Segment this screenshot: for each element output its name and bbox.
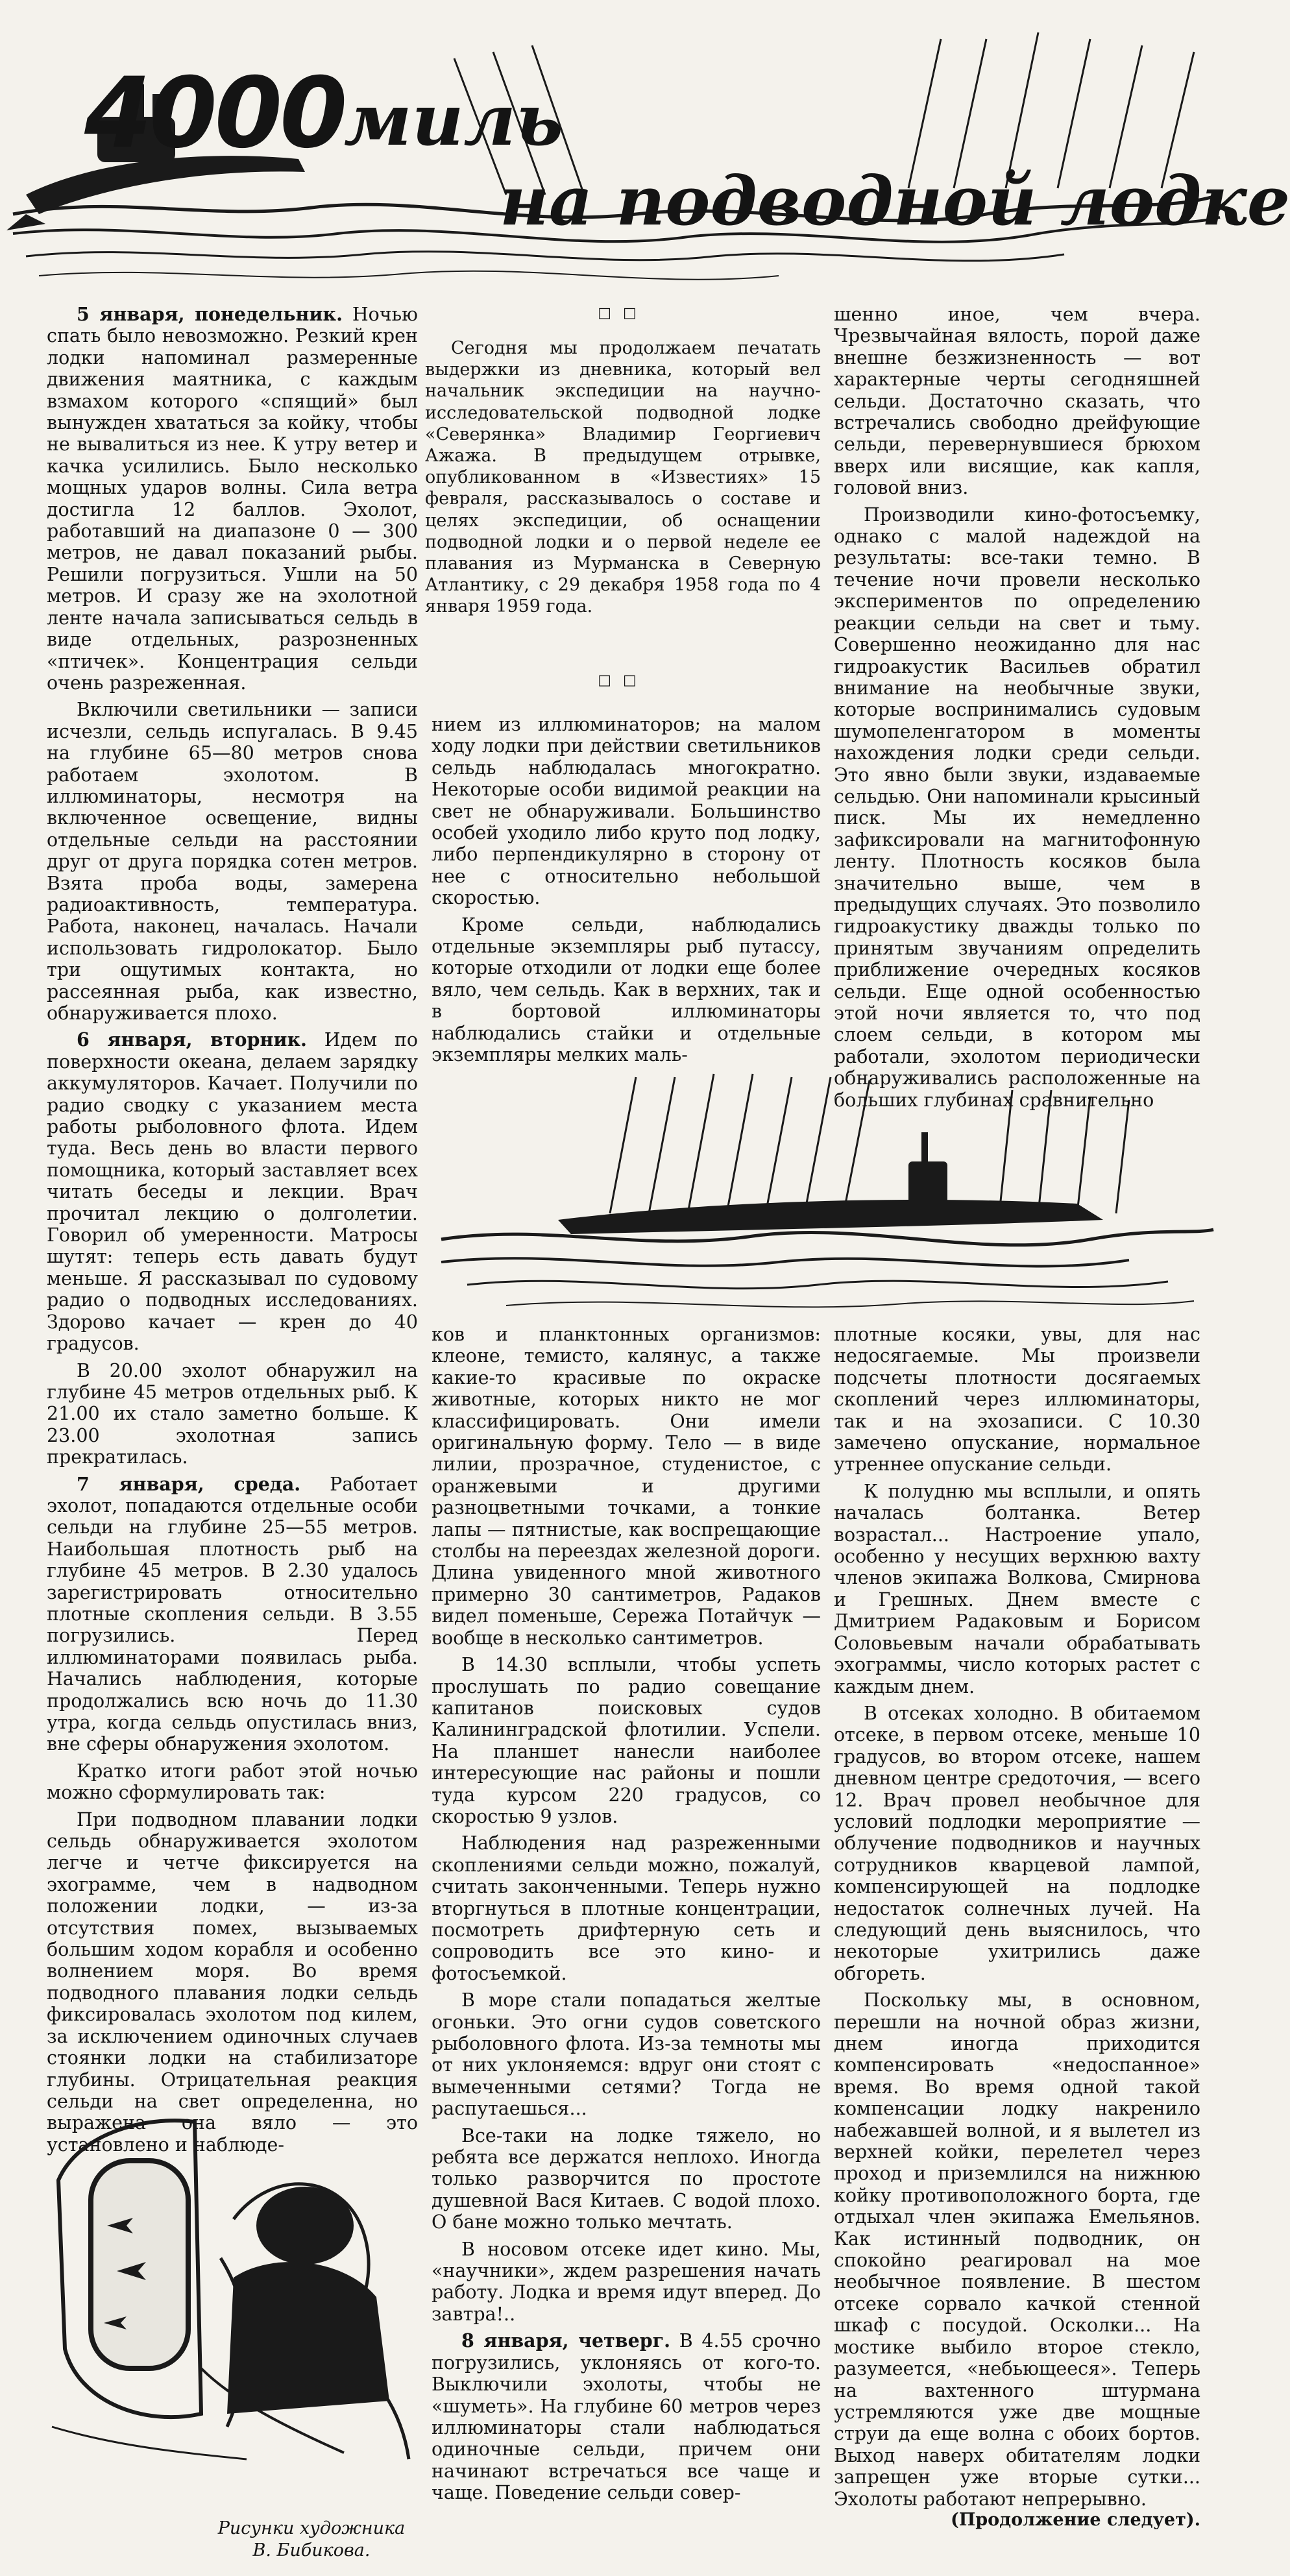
- date-jan-5: 5 января, понедельник.: [77, 303, 343, 325]
- paragraph: В 20.00 эхолот обнаружил на глубине 45 метров отдельных рыб. К 21.00 их стало заметно больше. К 23.00 эхолотная запись прекратилась.: [47, 1359, 418, 1468]
- paragraph: В отсеках холодно. В обитаемом отсеке, в первом отсеке, меньше 10 градусов, во втором отсеке, нашем дневном центре средоточия, — всего 12. Врач провел необычное для условий подлодки мероприятие — облучение подводников и научных сотрудников кварцевой лампой, компенсирующей на подлодке недостаток солнечных лучей. На следующий день выяснилось, что некоторые ухитрились даже обгореть.: [834, 1702, 1200, 1984]
- paragraph: В носовом отсеке идет кино. Мы, «научники», ждем разрешения начать работу. Лодка и время идут вперед. До завтра!..: [432, 2238, 821, 2325]
- paragraph: Наблюдения над разреженными скоплениями сельди можно, пожалуй, считать законченными. Теперь нужно вторгнуться в плотные концентрации, посмотреть дрифтерную сеть и сопроводить все это кино- и фотосъемкой.: [432, 1832, 821, 1984]
- paragraph: Кратко итоги работ этой ночью можно сформулировать так:: [47, 1760, 418, 1804]
- entry-jan-8: 8 января, четверг. В 4.55 срочно погрузились, уклоняясь от кого-то. Выключили эхолоты, чтобы не «шуметь». На глубине 60 метров через иллюминаторы стали наблюдаться одиночные сельди, причем они начинают встречаться все чаще и чаще. Поведение сельди совер-: [432, 2329, 821, 2504]
- title-number: 4000: [84, 57, 345, 170]
- illustration-caption: Рисунки художника В. Бибикова.: [217, 2518, 406, 2560]
- intro-ornament-top: □□: [598, 305, 648, 321]
- paragraph: Поскольку мы, в основном, перешли на ночной образ жизни, днем иногда приходится компенсировать «недоспанное» время. Во время одной такой компенсации лодку накренило набежавшей волной, и я вылетел из верхней койки, перелетел через проход и приземлился на нижнюю койку противоположного борта, где отдыхал член экипажа Емельянов. Как истинный подводник, он спокойно реагировал на мое необычное появление. В шестом отсеке сорвало качкой стенной шкаф с посудой. Осколки... На мостике выбило второе стекло, разумеется, «небьющееся». Теперь на вахтенного штурмана устремляются уже две мощные струи да еще волна с обоих бортов. Выход наверх обитателям лодки запрещен уже вторые сутки... Эхолоты работают непрерывно.: [834, 1989, 1200, 2510]
- date-jan-8: 8 января, четверг.: [461, 2329, 671, 2352]
- entry-jan-6: 6 января, вторник. Идем по поверхности океана, делаем зарядку аккумуляторов. Качает. Получили по радио сводку с указанием места работы рыболовного флота. Идем туда. Весь день во власти первого помощника, который заставляет всех читать беседы и лекции. Врач прочитал лекцию о долголетии. Говорил об умеренности. Матросы шутят: теперь есть давать будут меньше. Я рассказывал по судовому радио о подводных исследованиях. Здорово качает — крен до 40 градусов.: [47, 1028, 419, 1355]
- paragraph: В море стали попадаться желтые огоньки. Это огни судов советского рыболовного флота. Из-за темноты мы от них уклоняемся: вдруг они стоят с вымеченными сетями? Тогда не распутаешься...: [432, 1989, 821, 2120]
- date-jan-6: 6 января, вторник.: [77, 1028, 307, 1051]
- column-3-top: [834, 304, 1200, 1111]
- paragraph: нием из иллюминаторов; на малом ходу лодки при действии светильников сельдь наблюдалась многократно. Некоторые особи видимой реакции на свет не обнаруживали. Большинство особей уходило либо круто под лодку, либо перпендикулярно в сторону от нее с относительно небольшой скоростью.: [432, 714, 821, 909]
- column-1: [47, 303, 419, 2156]
- paragraph: плотные косяки, увы, для нас недосягаемые. Мы произвели подсчеты плотности досягаемых скоплений через иллюминаторы, так и на эхозаписи. С 10.30 замечено опускание, нормальное утреннее опускание сельди.: [834, 1324, 1200, 1476]
- date-jan-7: 7 января, среда.: [77, 1472, 301, 1495]
- paragraph: ков и планктонных организмов: клеоне, темисто, калянус, а также какие-то красивые по окраске животные, которых никто не мог классифицировать. Они имели оригинальную форму. Тело — в виде лилии, прозрачное, студенистое, с оранжевыми и другими разноцветными точками, а тонкие лапы — пятнистые, как воспрещающие столбы на переездах железной дороги. Длина увиденного мной животного примерно 30 сантиметров, Радаков видел поменьше, Сережа Потайчук — вообще в несколько сантиметров.: [432, 1324, 821, 1649]
- entry-jan-7: 7 января, среда. Работает эхолот, попадаются отдельные особи сельди на глубине 25—55 метров. Наибольшая плотность рыб на глубине 45 метров. В 2.30 удалось зарегистрировать относительно плотные скопления сельди. В 3.55 погрузились. Перед иллюминаторами появилась рыба. Начались наблюдения, которые продолжались всю ночь до 11.30 утра, когда сельдь опустилась вниз, вне сферы обнаружения эхолотом.: [47, 1472, 418, 1755]
- intro-note: [425, 337, 821, 670]
- paragraph: К полудню мы всплыли, и опять началась болтанка. Ветер возрастал... Настроение упало, особенно у несущих верхнюю вахту членов экипажа Волкова, Смирнова и Грешных. Днем вместе с Дмитрием Радаковым и Борисом Соловьевым начали обрабатывать эхограммы, число которых растет с каждым днем.: [834, 1480, 1200, 1697]
- porthole-illustration: [39, 2063, 428, 2466]
- continued-note: (Продолжение следует).: [950, 2510, 1200, 2530]
- entry-jan-5: 5 января, понедельник. Ночью спать было невозможно. Резкий крен лодки напоминал размеренные движения маятника, с каждым взмахом которого «спящий» был вынужден хвататься за койку, чтобы не вывалиться из нее. К утру ветер и качка усилились. Было несколько мощных ударов волны. Сила ветра достигла 12 баллов. Эхолот, работавший на диапазоне 0 — 300 метров, не давал показаний рыбы. Решили погрузиться. Ушли на 50 метров. И сразу же на эхолотной ленте начала записываться сельдь в виде отдельных, разрозненных «птичек». Концентрация сельди очень разреженная.: [47, 303, 418, 694]
- paragraph: Производили кино-фотосъемку, однако с малой надеждой на результаты: все-таки темно. В течение ночи провели несколько экспериментов по определению реакции сельди на свет и тьму. Совершенно неожиданно для нас гидроакустик Васильев обратил внимание на необычные звуки, которые воспринимались судовым шумопеленгатором в моменты нахождения лодки среди сельди. Это явно были звуки, издаваемые сельдью. Они напоминали крысиный писк. Мы их немедленно зафиксировали на магнитофонную ленту. Плотность косяков была значительно выше, чем в предыдущих случаях. Это позволило гидроакустику дважды только по принятым звучаниям определить приближение очередных косяков сельди. Еще одной особенностью этой ночи является то, что под слоем сельди, в котором мы работали, эхолотом периодически обнаруживались расположенные на больших глубинах сравнительно: [834, 504, 1200, 1111]
- paragraph: шенно иное, чем вчера. Чрезвычайная вялость, порой даже внешне безжизненность — вот характерные черты сегодняшней сельди. Достаточно сказать, что встречались свободно дрейфующие сельди, перевернувшиеся брюхом вверх или висящие, как капля, головой вниз.: [834, 304, 1200, 499]
- paragraph: Кроме сельди, наблюдались отдельные экземпляры рыб путассу, которые отходили от лодки еще более вяло, чем сельдь. Как в верхних, так и в бортовой иллюминаторы наблюдались стайки и отдельные экземпляры мелких маль-: [432, 914, 821, 1066]
- title-word-miles: миль: [344, 78, 563, 162]
- paragraph: В 14.30 всплыли, чтобы успеть прослушать по радио совещание капитанов поисковых судов Калининградской флотилии. Успели. На планшет нанесли наиболее интересующие нас районы и пошли туда курсом 220 градусов, со скоростью 9 узлов.: [432, 1654, 821, 1827]
- intro-ornament-bottom: □□: [598, 672, 648, 688]
- intro-text: Сегодня мы продолжаем печатать выдержки из дневника, который вел начальник экспедиции на научно-исследовательской подводной лодке «Северянка» Владимир Георгиевич Ажажа. В предыдущем отрывке, опубликованном в «Известиях» 15 февраля, рассказывалось о составе и целях экспедиции, об оснащении подводной лодки и о первой неделе ее плавания из Мурманска в Северную Атлантику, с 29 декабря 1958 года по 4 января 1959 года.: [425, 338, 821, 617]
- paragraph: Все-таки на лодке тяжело, но ребята все держатся неплохо. Иногда только разворчится по простоте душевной Вася Китаев. С водой плохо. О бане можно только мечтать.: [432, 2124, 821, 2233]
- column-3-bottom: [834, 1324, 1200, 2510]
- paragraph: Включили светильники — записи исчезли, сельдь испугалась. В 9.45 на глубине 65—80 метров снова работаем эхолотом. В иллюминаторы, несмотря на включенное освещение, видны отдельные сельди на расстоянии друг от друга порядка сотен метров. Взята проба воды, замерена радиоактивность, температура. Работа, наконец, началась. Начали использовать гидролокатор. Было три ощутимых контакта, но рассеянная рыба, как известно, обнаруживается плохо.: [47, 699, 418, 1024]
- paragraph: При подводном плавании лодки сельдь обнаруживается эхолотом легче и четче фиксируется на эхограмме, чем в надводном положении лодки, — из-за отсутствия помех, вызываемых большим ходом корабля и особенно волнением моря. Во время подводного плавания лодки сельдь фиксировалась эхолотом под килем, за исключением одиночных случаев стоянки лодки на стабилизаторе глубины. Отрицательная реакция сельди на свет определенна, но выражена она вяло — это установлено и наблюде-: [47, 1808, 418, 2156]
- column-2-bottom: [432, 1324, 821, 2557]
- column-2-top: [432, 714, 821, 1066]
- title-line-2: на подводной лодке: [500, 161, 1290, 241]
